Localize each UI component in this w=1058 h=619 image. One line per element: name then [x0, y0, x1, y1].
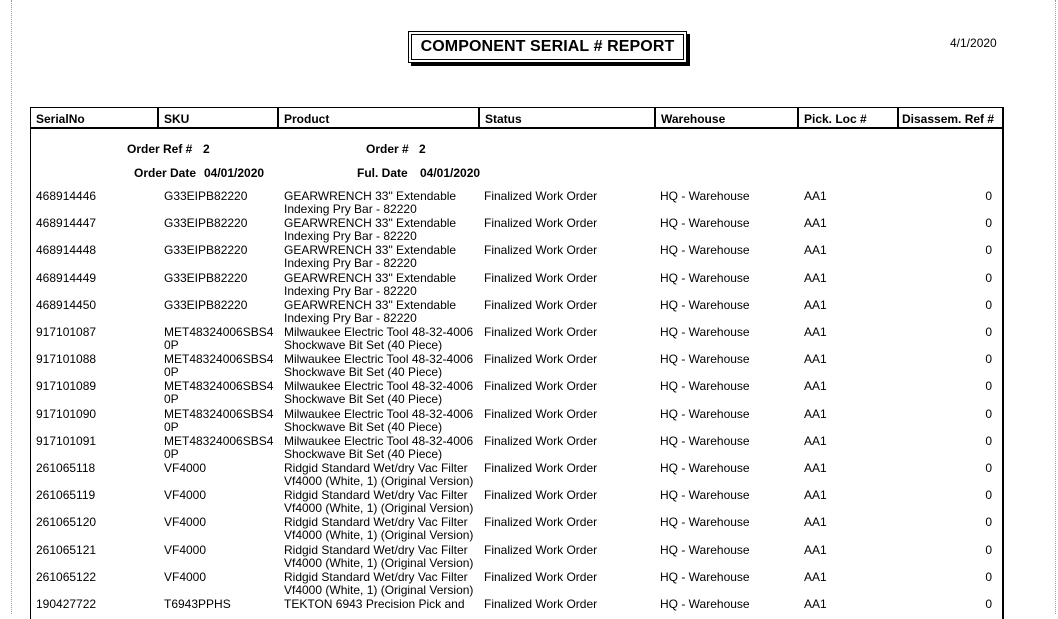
status-cell: Finalized Work Order	[484, 433, 598, 448]
status-cell: Finalized Work Order	[484, 270, 598, 285]
warehouse-cell: HQ - Warehouse	[660, 569, 750, 584]
pick-loc-cell: AA1	[804, 461, 827, 475]
sku-cell: G33EIPB82220	[164, 189, 248, 203]
report-title: COMPONENT SERIAL # REPORT	[411, 34, 684, 60]
warehouse-cell: HQ - Warehouse	[660, 406, 750, 421]
disassem-ref-cell: 0	[985, 406, 992, 421]
disassem-ref-cell: 0	[985, 569, 992, 584]
sku-cell: VF4000	[164, 488, 207, 503]
product-cell: Milwaukee Electric Tool 48-32-4006 Shockwave Bit Set (40 Piece)	[284, 406, 474, 434]
pick-loc-cell: AA1	[804, 216, 827, 231]
report-title-box	[408, 31, 687, 63]
status-cell: Finalized Work Order	[484, 243, 598, 258]
column-header-sku: SKU	[158, 107, 279, 129]
disassem-ref-cell: 0	[985, 325, 992, 339]
disassem-ref-cell: 0	[985, 597, 992, 611]
product-cell: Milwaukee Electric Tool 48-32-4006 Shockwave Bit Set (40 Piece)	[284, 325, 474, 352]
column-header-warehouse: Warehouse	[655, 107, 799, 129]
product-cell: Milwaukee Electric Tool 48-32-4006 Shockwave Bit Set (40 Piece)	[284, 352, 474, 380]
serial-cell: 468914450	[36, 297, 97, 312]
order-no-value: 2	[419, 142, 426, 156]
disassem-ref-cell: 0	[985, 189, 992, 203]
serial-cell: 468914447	[36, 216, 97, 231]
column-header-product: Product	[278, 107, 480, 129]
sku-cell: G33EIPB82220	[164, 216, 248, 231]
serial-cell: 917101089	[36, 379, 97, 394]
serial-cell: 468914449	[36, 270, 97, 285]
warehouse-cell: HQ - Warehouse	[660, 461, 750, 475]
serial-cell: 917101087	[36, 325, 97, 339]
warehouse-cell: HQ - Warehouse	[660, 270, 750, 285]
serial-cell: 917101091	[36, 433, 97, 448]
product-cell: GEARWRENCH 33" Extendable Indexing Pry Bar - 82220	[284, 189, 457, 216]
status-cell: Finalized Work Order	[484, 379, 598, 394]
sku-cell: G33EIPB82220	[164, 270, 248, 285]
product-cell: GEARWRENCH 33" Extendable Indexing Pry Bar - 82220	[284, 270, 457, 298]
pick-loc-cell: AA1	[804, 515, 827, 530]
sku-cell: MET48324006SBS40P	[164, 352, 274, 380]
disassem-ref-cell: 0	[985, 216, 992, 231]
product-cell: Ridgid Standard Wet/dry Vac Filter Vf4000 (White, 1) (Original Version)	[284, 542, 474, 570]
sku-cell: VF4000	[164, 569, 207, 584]
page-edge-left	[11, 0, 12, 614]
disassem-ref-cell: 0	[985, 461, 992, 475]
warehouse-cell: HQ - Warehouse	[660, 488, 750, 503]
pick-loc-cell: AA1	[804, 297, 827, 312]
serial-cell: 468914446	[36, 189, 97, 203]
sku-cell: MET48324006SBS40P	[164, 379, 274, 407]
product-cell: Milwaukee Electric Tool 48-32-4006 Shockwave Bit Set (40 Piece)	[284, 433, 474, 461]
sku-cell: VF4000	[164, 461, 207, 475]
pick-loc-cell: AA1	[804, 243, 827, 258]
warehouse-cell: HQ - Warehouse	[660, 379, 750, 394]
product-cell: GEARWRENCH 33" Extendable Indexing Pry Bar - 82220	[284, 243, 457, 271]
sku-cell: T6943PPHS	[164, 597, 231, 611]
ful-date-label: Ful. Date	[357, 166, 408, 180]
order-ref-label: Order Ref #	[127, 142, 193, 156]
warehouse-cell: HQ - Warehouse	[660, 352, 750, 367]
warehouse-cell: HQ - Warehouse	[660, 597, 750, 611]
product-cell: Ridgid Standard Wet/dry Vac Filter Vf4000 (White, 1) (Original Version)	[284, 461, 474, 488]
product-cell: GEARWRENCH 33" Extendable Indexing Pry Bar - 82220	[284, 216, 457, 244]
disassem-ref-cell: 0	[985, 488, 992, 503]
product-cell: GEARWRENCH 33" Extendable Indexing Pry Bar - 82220	[284, 297, 457, 325]
warehouse-cell: HQ - Warehouse	[660, 542, 750, 557]
serial-cell: 190427722	[36, 597, 97, 611]
warehouse-cell: HQ - Warehouse	[660, 243, 750, 258]
sku-cell: G33EIPB82220	[164, 297, 248, 312]
sku-cell: G33EIPB82220	[164, 243, 248, 258]
order-date-label: Order Date	[134, 166, 197, 180]
pick-loc-cell: AA1	[804, 406, 827, 421]
column-header-status: Status	[479, 107, 656, 129]
pick-loc-cell: AA1	[804, 433, 827, 448]
serial-cell: 261065118	[36, 461, 96, 475]
serial-cell: 917101090	[36, 406, 97, 421]
product-cell: Ridgid Standard Wet/dry Vac Filter Vf4000 (White, 1) (Original Version)	[284, 515, 474, 543]
sku-cell: MET48324006SBS40P	[164, 325, 274, 352]
disassem-ref-cell: 0	[985, 270, 992, 285]
warehouse-cell: HQ - Warehouse	[660, 297, 750, 312]
warehouse-cell: HQ - Warehouse	[660, 325, 750, 339]
status-cell: Finalized Work Order	[484, 352, 598, 367]
product-cell: TEKTON 6943 Precision Pick and	[284, 597, 465, 611]
sku-cell: MET48324006SBS40P	[164, 433, 274, 461]
status-cell: Finalized Work Order	[484, 216, 598, 231]
status-cell: Finalized Work Order	[484, 569, 598, 584]
warehouse-cell: HQ - Warehouse	[660, 433, 750, 448]
serial-cell: 261065122	[36, 569, 97, 584]
disassem-ref-cell: 0	[985, 297, 992, 312]
pick-loc-cell: AA1	[804, 569, 827, 584]
serial-cell: 468914448	[36, 243, 97, 258]
column-header-pick-loc: Pick. Loc #	[798, 107, 899, 129]
status-cell: Finalized Work Order	[484, 406, 598, 421]
sku-cell: VF4000	[164, 515, 207, 530]
sku-cell: VF4000	[164, 542, 207, 557]
serial-cell: 261065119	[36, 488, 96, 503]
disassem-ref-cell: 0	[985, 379, 992, 394]
status-cell: Finalized Work Order	[484, 515, 598, 530]
order-no-label: Order #	[366, 142, 409, 156]
warehouse-cell: HQ - Warehouse	[660, 515, 750, 530]
pick-loc-cell: AA1	[804, 352, 827, 367]
order-ref-value: 2	[203, 142, 210, 156]
status-cell: Finalized Work Order	[484, 325, 598, 339]
pick-loc-cell: AA1	[804, 379, 827, 394]
product-cell: Ridgid Standard Wet/dry Vac Filter Vf4000 (White, 1) (Original Version)	[284, 488, 474, 516]
status-cell: Finalized Work Order	[484, 461, 598, 475]
status-cell: Finalized Work Order	[484, 488, 598, 503]
disassem-ref-cell: 0	[985, 243, 992, 258]
product-cell: Ridgid Standard Wet/dry Vac Filter Vf4000 (White, 1) (Original Version)	[284, 569, 474, 597]
order-date-value: 04/01/2020	[204, 166, 265, 180]
pick-loc-cell: AA1	[804, 597, 827, 611]
status-cell: Finalized Work Order	[484, 597, 598, 611]
pick-loc-cell: AA1	[804, 488, 827, 503]
ful-date-value: 04/01/2020	[420, 166, 481, 180]
disassem-ref-cell: 0	[985, 542, 992, 557]
serial-cell: 261065121	[36, 542, 97, 557]
disassem-ref-cell: 0	[985, 515, 992, 530]
column-header-disassem-ref: Disassem. Ref #	[898, 107, 1004, 129]
status-cell: Finalized Work Order	[484, 542, 598, 557]
status-cell: Finalized Work Order	[484, 297, 598, 312]
pick-loc-cell: AA1	[804, 542, 827, 557]
pick-loc-cell: AA1	[804, 189, 827, 203]
warehouse-cell: HQ - Warehouse	[660, 189, 750, 203]
serial-cell: 917101088	[36, 352, 97, 367]
pick-loc-cell: AA1	[804, 325, 827, 339]
status-cell: Finalized Work Order	[484, 189, 598, 203]
disassem-ref-cell: 0	[985, 352, 992, 367]
disassem-ref-cell: 0	[985, 433, 992, 448]
serial-cell: 261065120	[36, 515, 97, 530]
warehouse-cell: HQ - Warehouse	[660, 216, 750, 231]
page-edge-right	[1055, 0, 1056, 614]
column-header-serialno: SerialNo	[30, 107, 159, 129]
product-cell: Milwaukee Electric Tool 48-32-4006 Shockwave Bit Set (40 Piece)	[284, 379, 474, 407]
sku-cell: MET48324006SBS40P	[164, 406, 274, 434]
pick-loc-cell: AA1	[804, 270, 827, 285]
report-date: 4/1/2020	[950, 36, 997, 50]
